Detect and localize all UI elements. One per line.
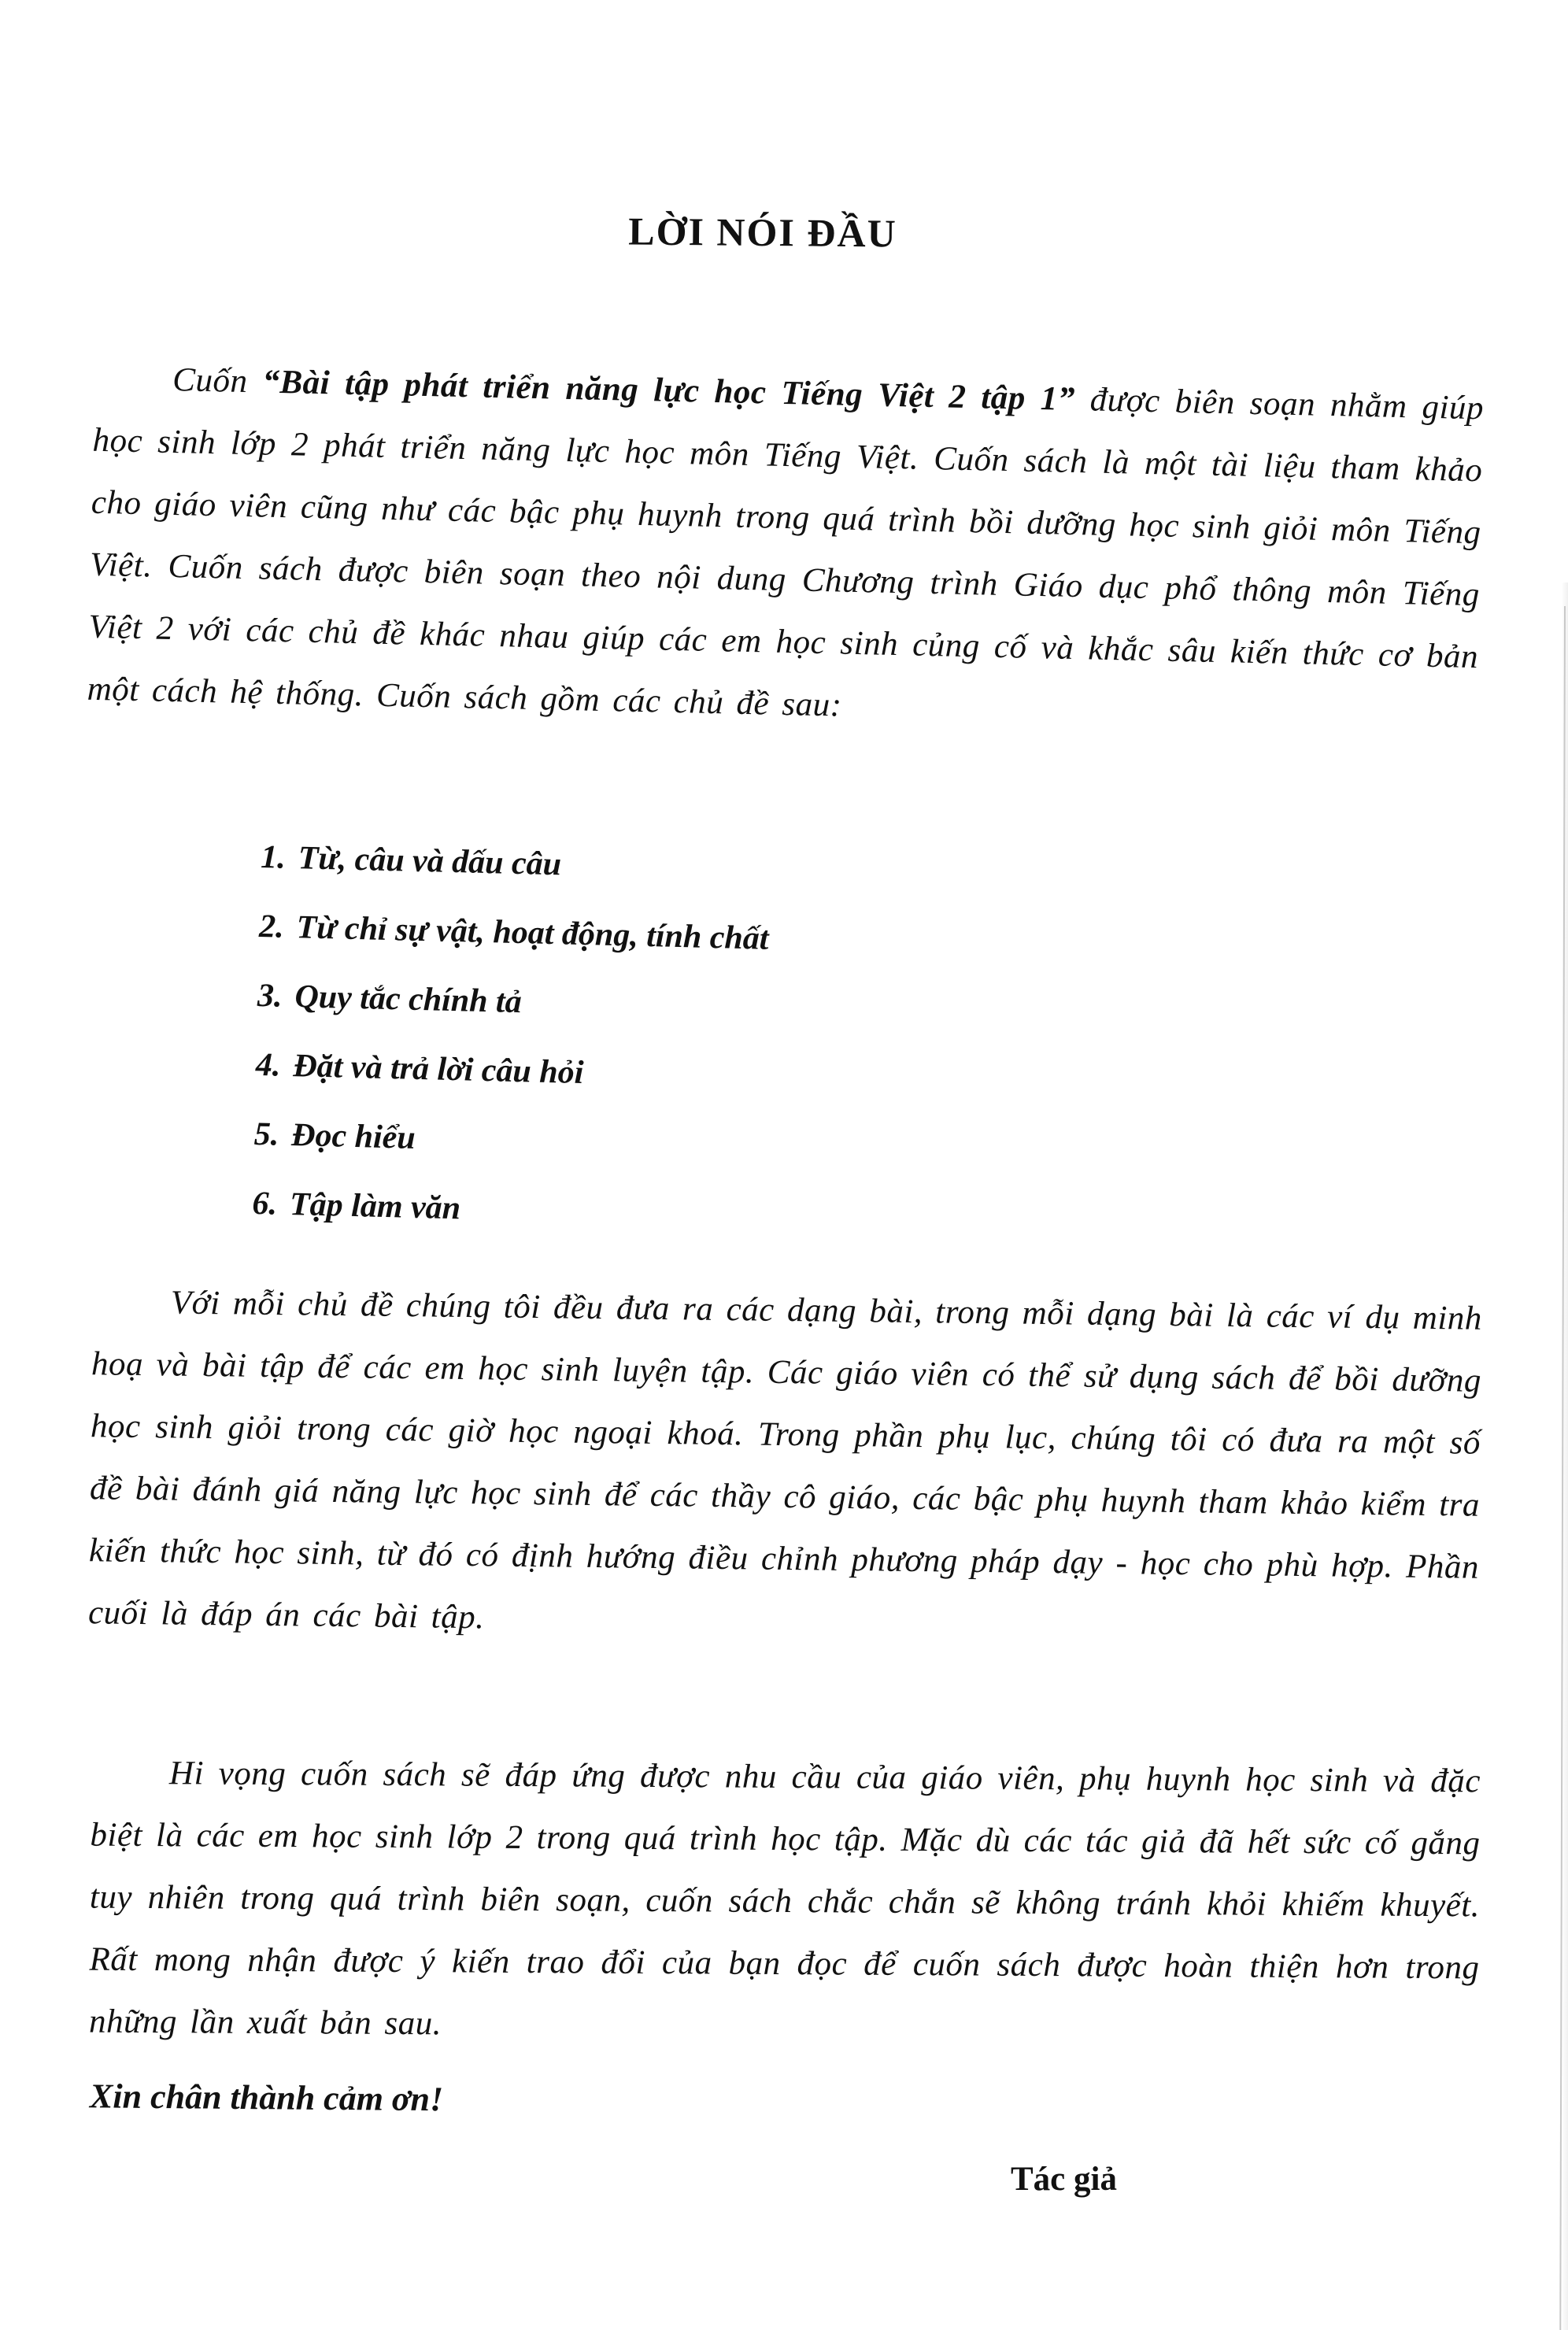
- chapter-number: 3.: [257, 977, 283, 1015]
- chapter-list: [251, 837, 1479, 1276]
- chapter-item-4: [255, 1045, 1474, 1115]
- paragraph-intro: [85, 347, 1485, 812]
- chapter-label: Từ chỉ sự vật, hoạt động, tính chất: [296, 909, 770, 957]
- chapter-label: Từ, câu và dấu câu: [298, 840, 562, 883]
- chapter-number: 2.: [258, 908, 285, 945]
- chapter-label: Đọc hiểu: [290, 1117, 416, 1156]
- chapter-label: Tập làm văn: [289, 1186, 461, 1227]
- paragraph-hope: Hi vọng cuốn sách sẽ đáp ứng được nhu cầu của giáo viên, phụ huynh học sinh và đặc biệt là các em học sinh lớp 2 trong quá trình học tập. Mặc dù các tác giả đã hết sức cố gắng tuy nhiên trong quá trình biên soạn, cuốn sách chắc chắn sẽ không tránh khỏi khiếm khuyết. Rất mong nhận được ý kiến trao đổi của bạn đọc để cuốn sách được hoàn thiện hơn trong những lần xuất bản sau.: [88, 1755, 1481, 2043]
- chapter-item-6: [252, 1183, 1471, 1254]
- book-title: “Bài tập phát triển năng lực học Tiếng Việt 2 tập 1”: [262, 363, 1076, 418]
- chapter-label: Quy tắc chính tả: [294, 978, 523, 1021]
- closing-thanks: Xin chân thành cảm ơn!: [89, 2077, 444, 2119]
- chapter-number: 4.: [255, 1046, 281, 1084]
- intro-lead: Cuốn: [172, 361, 264, 401]
- chapter-item-5: [253, 1114, 1473, 1185]
- page-title: LỜI NÓI ĐẦU: [628, 209, 897, 256]
- chapter-item-2: [259, 906, 1478, 977]
- chapter-number: 6.: [252, 1185, 278, 1222]
- chapter-number: 5.: [253, 1115, 279, 1153]
- chapter-number: 1.: [260, 838, 287, 876]
- intro-rest: được biên soạn nhằm giúp học sinh lớp 2 phát triển năng lực học môn Tiếng Việt. Cuốn sách là một tài liệu tham khảo cho giáo viên cũng như các bậc phụ huynh trong quá trình bồi dưỡng học sinh giỏi môn Tiếng Việt. Cuốn sách được biên soạn theo nội dung Chương trình Giáo dục phổ thông môn Tiếng Việt 2 với các chủ đề khác nhau giúp các em học sinh củng cố và khắc sâu kiến thức cơ bản một cách hệ thống. Cuốn sách gồm các chủ đề sau:: [87, 380, 1485, 724]
- chapter-item-1: [261, 837, 1480, 908]
- chapter-label: Đặt và trả lời câu hỏi: [292, 1048, 584, 1092]
- author-signature: Tác giả: [1011, 2161, 1117, 2198]
- paragraph-usage: Với mỗi chủ đề chúng tôi đều đưa ra các dạng bài, trong mỗi dạng bài là các ví dụ minh hoạ và bài tập để các em học sinh luyện tập. Các giáo viên có thể sử dụng sách để bồi dưỡng học sinh giỏi trong các giờ học ngoại khoá. Trong phần phụ lục, chúng tôi có đưa ra một số đề bài đánh giá năng lực học sinh để các thầy cô giáo, các bậc phụ huynh tham khảo kiểm tra kiến thức học sinh, từ đó có định hướng điều chỉnh phương pháp dạy - học cho phù hợp. Phần cuối là đáp án các bài tập.: [87, 1284, 1483, 1637]
- chapter-item-3: [257, 975, 1476, 1046]
